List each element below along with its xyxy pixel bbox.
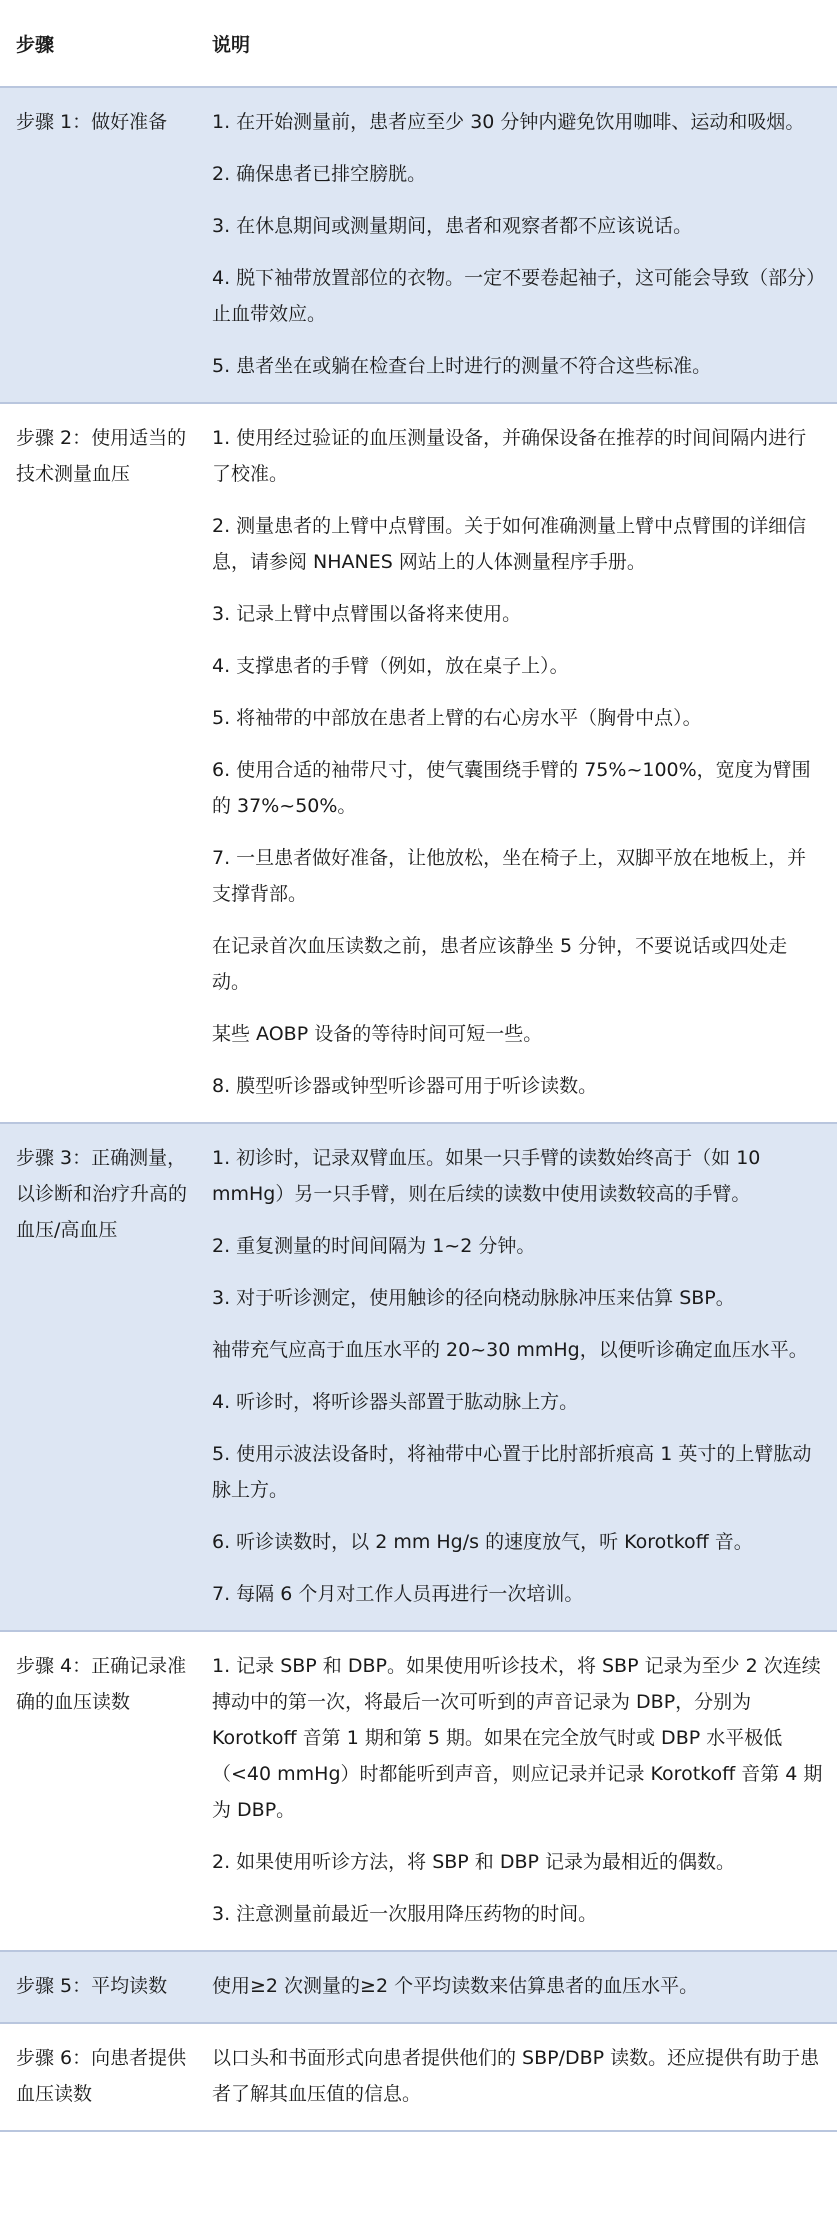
table-row xyxy=(0,1631,837,1951)
description-item: 5. 使用示波法设备时，将袖带中心置于比肘部折痕高 1 英寸的上臂肱动脉上方。 xyxy=(212,1443,812,1501)
header-description: 说明 xyxy=(198,0,837,87)
description-cell xyxy=(198,1631,837,1951)
description-item: 3. 记录上臂中点臂围以备将来使用。 xyxy=(212,603,522,625)
description-item: 8. 膜型听诊器或钟型听诊器可用于听诊读数。 xyxy=(212,1075,598,1097)
step-cell: 步骤 4：正确记录准确的血压读数 xyxy=(0,1631,198,1951)
description-item: 3. 注意测量前最近一次服用降压药物的时间。 xyxy=(212,1903,598,1925)
description-item: 6. 听诊读数时，以 2 mm Hg/s 的速度放气，听 Korotkoff 音。 xyxy=(212,1531,753,1553)
description-item: 4. 听诊时，将听诊器头部置于肱动脉上方。 xyxy=(212,1391,579,1413)
description-item: 以口头和书面形式向患者提供他们的 SBP/DBP 读数。还应提供有助于患者了解其血压值的信息。 xyxy=(212,2047,820,2105)
description-item: 1. 初诊时，记录双臂血压。如果一只手臂的读数始终高于（如 10 mmHg）另一只手臂，则在后续的读数中使用读数较高的手臂。 xyxy=(212,1147,761,1205)
step-cell: 步骤 5：平均读数 xyxy=(0,1951,198,2023)
table-row xyxy=(0,1951,837,2023)
description-item: 4. 支撑患者的手臂（例如，放在桌子上）。 xyxy=(212,655,569,677)
description-item: 在记录首次血压读数之前，患者应该静坐 5 分钟，不要说话或四处走动。 xyxy=(212,935,788,993)
description-item: 某些 AOBP 设备的等待时间可短一些。 xyxy=(212,1023,543,1045)
description-item: 2. 确保患者已排空膀胱。 xyxy=(212,163,427,185)
table-row xyxy=(0,87,837,403)
table-row xyxy=(0,2023,837,2131)
description-item: 袖带充气应高于血压水平的 20~30 mmHg，以便听诊确定血压水平。 xyxy=(212,1339,808,1361)
description-item: 2. 重复测量的时间间隔为 1~2 分钟。 xyxy=(212,1235,536,1257)
table-header xyxy=(0,0,837,87)
description-item: 5. 患者坐在或躺在检查台上时进行的测量不符合这些标准。 xyxy=(212,355,712,377)
description-item: 1. 在开始测量前，患者应至少 30 分钟内避免饮用咖啡、运动和吸烟。 xyxy=(212,111,805,133)
description-item: 3. 在休息期间或测量期间，患者和观察者都不应该说话。 xyxy=(212,215,693,237)
table-row xyxy=(0,403,837,1123)
description-cell xyxy=(198,403,837,1123)
description-cell xyxy=(198,1951,837,2023)
description-item: 5. 将袖带的中部放在患者上臂的右心房水平（胸骨中点）。 xyxy=(212,707,702,729)
description-item: 4. 脱下袖带放置部位的衣物。一定不要卷起袖子，这可能会导致（部分）止血带效应。 xyxy=(212,267,816,325)
description-item: 7. 一旦患者做好准备，让他放松，坐在椅子上，双脚平放在地板上，并支撑背部。 xyxy=(212,847,807,905)
table-body xyxy=(0,87,837,2131)
description-item: 使用≥2 次测量的≥2 个平均读数来估算患者的血压水平。 xyxy=(212,1975,699,1997)
description-item: 7. 每隔 6 个月对工作人员再进行一次培训。 xyxy=(212,1583,584,1605)
description-item: 2. 测量患者的上臂中点臂围。关于如何准确测量上臂中点臂围的详细信息，请参阅 NHANES 网站上的人体测量程序手册。 xyxy=(212,515,807,573)
description-item: 2. 如果使用听诊方法，将 SBP 和 DBP 记录为最相近的偶数。 xyxy=(212,1851,736,1873)
description-cell xyxy=(198,2023,837,2131)
description-item: 1. 使用经过验证的血压测量设备，并确保设备在推荐的时间间隔内进行了校准。 xyxy=(212,427,807,485)
step-cell: 步骤 1：做好准备 xyxy=(0,87,198,403)
step-cell: 步骤 6：向患者提供血压读数 xyxy=(0,2023,198,2131)
table-row xyxy=(0,1123,837,1631)
description-cell xyxy=(198,87,837,403)
description-item: 3. 对于听诊测定，使用触诊的径向桡动脉脉冲压来估算 SBP。 xyxy=(212,1287,735,1309)
description-cell xyxy=(198,1123,837,1631)
description-item: 6. 使用合适的袖带尺寸，使气囊围绕手臂的 75%~100%，宽度为臂围的 37%~50%。 xyxy=(212,759,811,817)
step-cell: 步骤 3：正确测量，以诊断和治疗升高的血压/高血压 xyxy=(0,1123,198,1631)
step-cell: 步骤 2：使用适当的技术测量血压 xyxy=(0,403,198,1123)
description-item: 1. 记录 SBP 和 DBP。如果使用听诊技术，将 SBP 记录为至少 2 次连续搏动中的第一次，将最后一次可听到的声音记录为 DBP，分别为 Korotkoff 音第 1 期和第 5 期。如果在完全放气时或 DBP 水平极低（<40 mmHg）时都能听到声音，则应记录并记录 Korotkoff 音第 4 期为 DBP。 xyxy=(212,1655,823,1821)
header-step: 步骤 xyxy=(0,0,198,87)
